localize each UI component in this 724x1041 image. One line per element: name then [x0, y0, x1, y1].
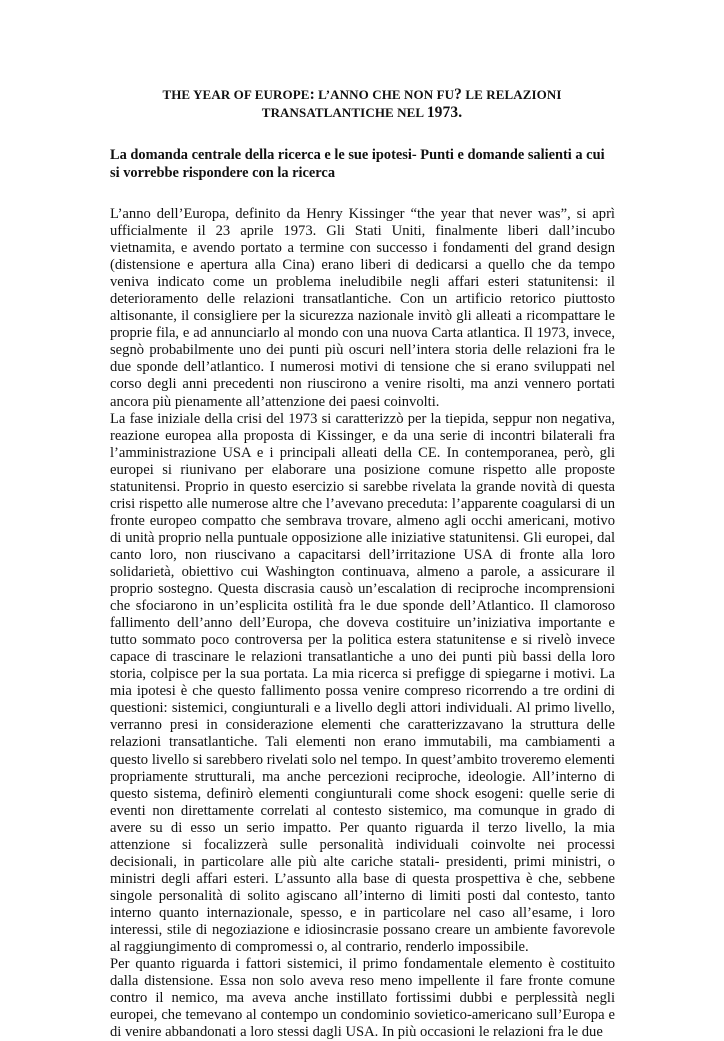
- title-part-2: L’ANNO CHE NON FU: [314, 87, 455, 102]
- section-heading: La domanda centrale della ricerca e le sue ipotesi- Punti e domande salienti a cui si vorrebbe rispondere con la ricerca: [110, 147, 605, 181]
- title-part-4: TRANSATLANTICHE NEL: [261, 105, 427, 120]
- paragraph-2: La fase iniziale della crisi del 1973 si caratterizzò per la tiepida, seppur non negativa, reazione europea alla proposta di Kissinger, e da una serie di incontri bilaterali fra l’amministrazione USA e i principali alleati della CE. In contemporanea, però, gli europei si riunivano per elaborare una posizione comune rispetto alle proposte statunitensi. Proprio in questo esercizio si sarebbe rivelata la grande novità di questa crisi rispetto alle numerose altre che l’avevano preceduta: l’apparente coagularsi di un fronte europeo compatto che sembrava trovare, almeno agli occhi americani, motivo di unità proprio nella puntuale opposizione alle iniziative statunitensi. Gli europei, dal canto loro, non riuscivano a capacitarsi dell’irritazione USA di fronte alla loro solidarietà, obiettivo cui Washington continuava, almeno a parole, a assicurare il proprio sostegno. Questa discrasia causò un’escalation di reciproche incomprensioni che sfociarono in un’esplicita ostilità fra le due sponde dell’Atlantico. Il clamoroso fallimento dell’anno dell’Europa, che doveva costituire un’iniziativa importante e tutto sommato poco controversa per la politica estera statunitense e si rivelò invece capace di trascinare le relazioni transatlantiche a uno dei punti più bassi della loro storia, colpisce per la sua portata. La mia ricerca si prefigge di spiegarne i motivi. La mia ipotesi è che questo fallimento possa venire compreso ricorrendo a tre ordini di questioni: sistemici, congiunturali e a livello degli attori individuali. Al primo livello, verranno presi in considerazione elementi che caratterizzavano la struttura delle relazioni transatlantiche. Tali elementi non erano immutabili, ma cambiamenti a questo livello si sarebbero rivelati solo nel tempo. In quest’ambito troveremo elementi propriamente strutturali, ma anche percezioni reciproche, ideologie. All’interno di questo sistema, definirò elementi congiunturali come shock esogeni: quelle serie di eventi non direttamente correlati al contesto sistemico, ma comunque in grado di avere su di esso un serio impatto. Per quanto riguarda il terzo livello, la mia attenzione si focalizzerà sulle personalità individuali coinvolte nei processi decisionali, in particolare alle più alte cariche statali- presidenti, primi ministri, o ministri degli affari esteri. L’assunto alla base di questa prospettiva è che, sebbene singole personalità di solito agiscano all’interno di limiti posti dal contesto, tanto interno quanto internazionale, spesso, e in particolare nel caso all’esame, i loro interessi, stile di negoziazione e idiosincrasie possano creare un ambiente favorevole al raggiungimento di compromessi o, al contrario, renderlo impossibile.: [110, 410, 615, 956]
- title-colon: :: [309, 86, 315, 103]
- title-part-1: THE YEAR OF EUROPE: [162, 87, 310, 102]
- body-text: [110, 206, 615, 1041]
- title-year: 1973.: [426, 104, 463, 121]
- title-question-mark: ?: [454, 86, 462, 103]
- document-title: [100, 86, 624, 122]
- paragraph-3: Per quanto riguarda i fattori sistemici, il primo fondamentale elemento è costituito dalla distensione. Essa non solo aveva reso meno impellente il fare fronte comune contro il nemico, ma aveva anche instillato fortissimi dubbi e perplessità negli europei, che temevano al contempo un condominio sovietico-americano sull’Europa e di venire abbandonati a loro stessi dagli USA. In più occasioni le relazioni fra le due: [110, 956, 615, 1041]
- title-part-3: LE RELAZIONI: [461, 87, 562, 102]
- paragraph-1: L’anno dell’Europa, definito da Henry Kissinger “the year that never was”, si aprì ufficialmente il 23 aprile 1973. Gli Stati Uniti, finalmente liberi dall’incubo vietnamita, e avendo portato a termine con successo i fondamenti del grand design (distensione e apertura alla Cina) erano liberi di dedicarsi a quello che da tempo veniva indicato come un problema ineludibile negli affari esteri statunitensi: il deterioramento delle relazioni transatlantiche. Con un artificio retorico piuttosto altisonante, il consigliere per la sicurezza nazionale invitò gli alleati a ricompattare le proprie fila, e ad annunciarlo al mondo con una nuova Carta atlantica. Il 1973, invece, segnò probabilmente uno dei punti più oscuri nell’intera storia delle relazioni fra le due sponde dell’atlantico. I numerosi motivi di tensione che si erano sviluppati nel corso degli anni precedenti non riuscirono a venire risolti, ma anzi vennero portati ancora più pienamente all’attenzione dei paesi coinvolti.: [110, 206, 615, 410]
